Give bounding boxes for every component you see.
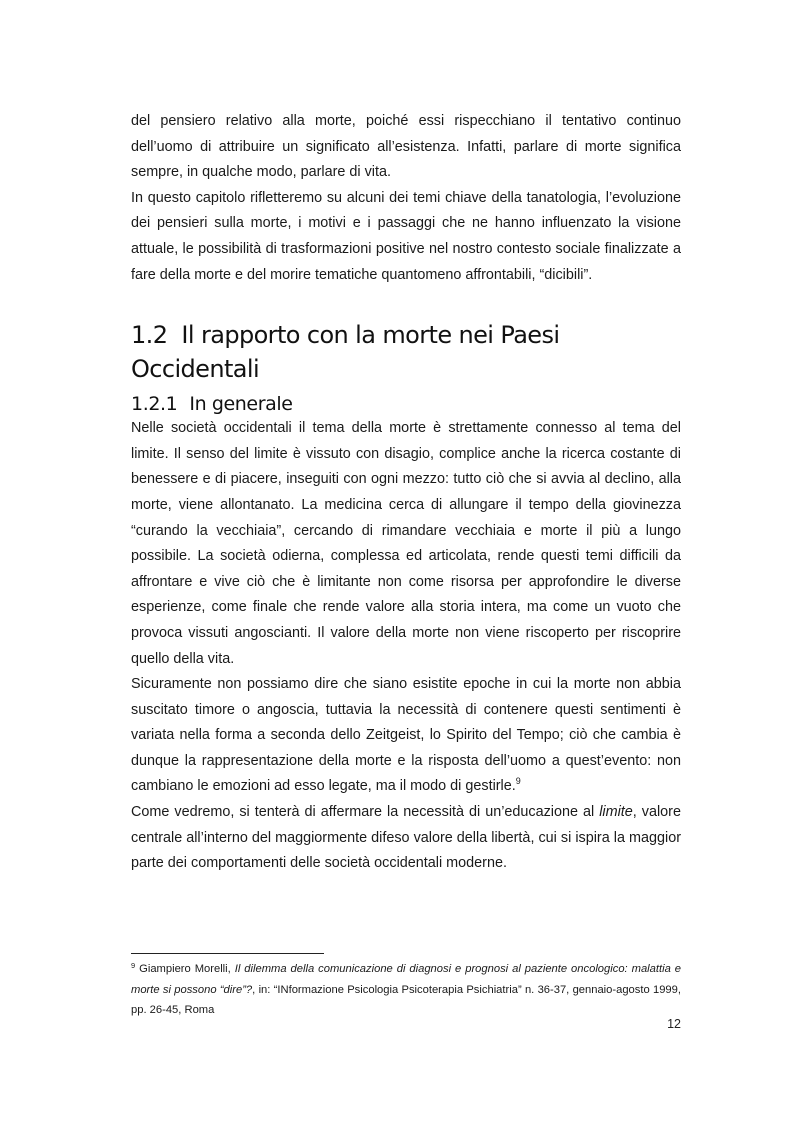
- page-number: 12: [667, 1017, 681, 1031]
- footnote-reference[interactable]: 9: [515, 776, 521, 787]
- emphasis-limite: limite: [599, 804, 633, 821]
- subsection-number: 1.2.1: [131, 393, 178, 416]
- paragraph-zeitgeist-text: Sicuramente non possiamo dire che siano esistite epoche in cui la morte non abbia suscitato timore o angoscia, tuttavia la necessità di contenere questi sentimenti è variata nella forma a seconda dello Zeitgeist, lo Spirito del Tempo; ciò che cambia è dunque la rappresentazione della morte e la risposta dell’uomo a quest’evento: non cambiano le emozioni ad esso legate, ma il modo di gestirle.: [131, 676, 681, 795]
- subsection-title: In generale: [189, 393, 293, 416]
- section-number: 1.2: [131, 321, 168, 350]
- section-heading: [131, 318, 681, 386]
- footnote: [131, 959, 681, 1021]
- paragraph-limite-before: Come vedremo, si tenterà di affermare la necessità di un’educazione al: [131, 804, 600, 821]
- paragraph-intro-1: del pensiero relativo alla morte, poiché essi rispecchiano il tentativo continuo dell’uomo di attribuire un significato all’esistenza. Infatti, parlare di morte significa sempre, in qualche modo, parlare di vita.: [131, 113, 681, 181]
- section-title: Il rapporto con la morte nei Paesi Occidentali: [131, 321, 560, 384]
- paragraph-limite-after: , valore centrale all’interno del maggiormente difeso valore della libertà, cui si ispira la maggior parte dei comportamenti delle società occidentali moderne.: [131, 804, 681, 872]
- footnote-separator: [131, 953, 324, 954]
- subsection-heading: [131, 392, 681, 416]
- paragraph-zeitgeist: [131, 672, 681, 800]
- footnote-author: Giampiero Morelli,: [139, 963, 235, 975]
- footnote-citation: , in: “INformazione Psicologia Psicoterapia Psichiatria” n. 36-37, gennaio-agosto 1999, pp. 26-45, Roma: [131, 983, 681, 1016]
- page-content: [131, 109, 681, 877]
- paragraph-educazione-limite: [131, 800, 681, 877]
- footnote-title: Il dilemma della comunicazione di diagnosi e prognosi al paziente oncologico: malattia e morte si possono “dire”?: [131, 963, 681, 996]
- paragraph-intro-2: In questo capitolo rifletteremo su alcuni dei temi chiave della tanatologia, l’evoluzione dei pensieri sulla morte, i motivi e i passaggi che ne hanno influenzato la visione attuale, le possibilità di trasformazioni positive nel nostro contesto sociale finalizzate a fare della morte e del morire tematiche quantomeno affrontabili, “dicibili”.: [131, 189, 681, 283]
- paragraph-limite-intro: Nelle società occidentali il tema della morte è strettamente connesso al tema del limite. Il senso del limite è vissuto con disagio, complice anche la ricerca costante di benessere e di piacere, inseguiti con ogni mezzo: tutto ciò che si avvia al declino, alla morte, viene allontanato. La medicina cerca di allungare il tempo della giovinezza “curando la vecchiaia”, cercando di rimandare vecchiaia e morte il più a lungo possibile. La società odierna, complessa ed articolata, rende questi temi difficili da affrontare e vive ciò che è limitante non come risorsa per approfondire le diverse esperienze, come finale che rende valore alla storia intera, ma come un vuoto che provoca vissuti angoscianti. Il valore della morte non viene riscoperto per riscoprire quello della vita.: [131, 420, 681, 667]
- footnote-number: 9: [131, 961, 136, 970]
